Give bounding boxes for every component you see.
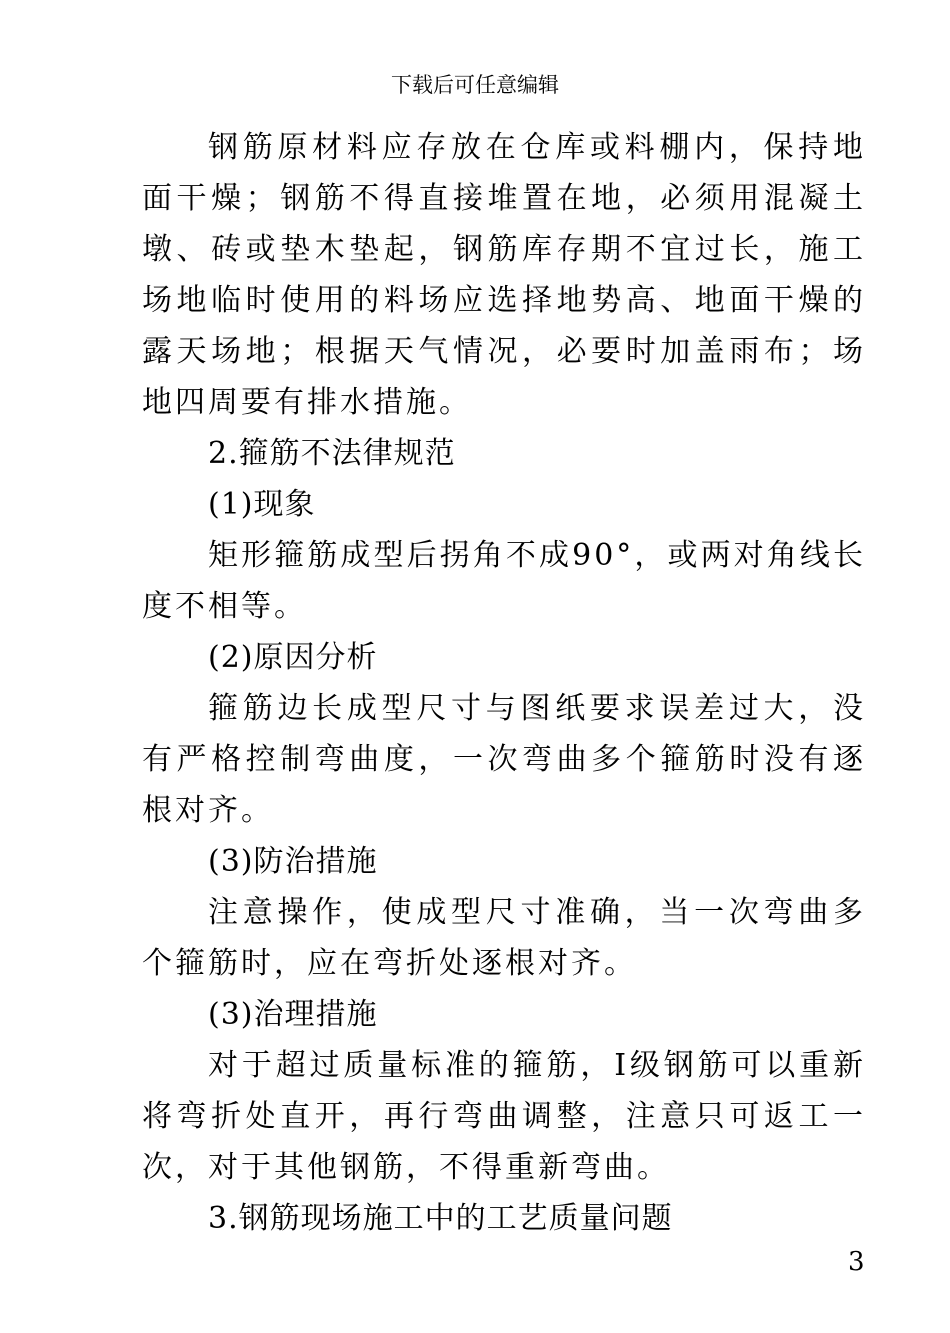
section-heading: 2.箍筋不法律规范 [208,436,456,471]
paragraph: 钢筋原材料应存放在仓库或料棚内，保持地面干燥；钢筋不得直接堆置在地，必须用混凝土墩、砖或垫木垫起，钢筋库存期不宜过长，施工场地临时使用的料场应选择地势高、地面干燥的露天场地；根据天气情况，必要时加盖雨布；场地四周要有排水措施。 [142,130,866,420]
subsection-heading: (3)防治措施 [208,844,378,879]
page-number: 3 [848,1247,865,1277]
subsection-heading: (2)原因分析 [208,640,378,675]
subsection-heading: (3)治理措施 [208,997,378,1032]
paragraph: 对于超过质量标准的箍筋，I级钢筋可以重新将弯折处直开，再行弯曲调整，注意只可返工一次，对于其他钢筋，不得重新弯曲。 [142,1048,866,1185]
paragraph: 箍筋边长成型尺寸与图纸要求误差过大，没有严格控制弯曲度，一次弯曲多个箍筋时没有逐根对齐。 [142,691,866,828]
page-header: 下载后可任意编辑 [391,73,559,97]
subsection-heading: (1)现象 [208,487,316,522]
paragraph: 注意操作，使成型尺寸准确，当一次弯曲多个箍筋时，应在弯折处逐根对齐。 [142,895,866,981]
paragraph: 矩形箍筋成型后拐角不成90°，或两对角线长度不相等。 [142,538,866,624]
section-heading: 3.钢筋现场施工中的工艺质量问题 [208,1201,673,1236]
document-body [142,122,866,1244]
